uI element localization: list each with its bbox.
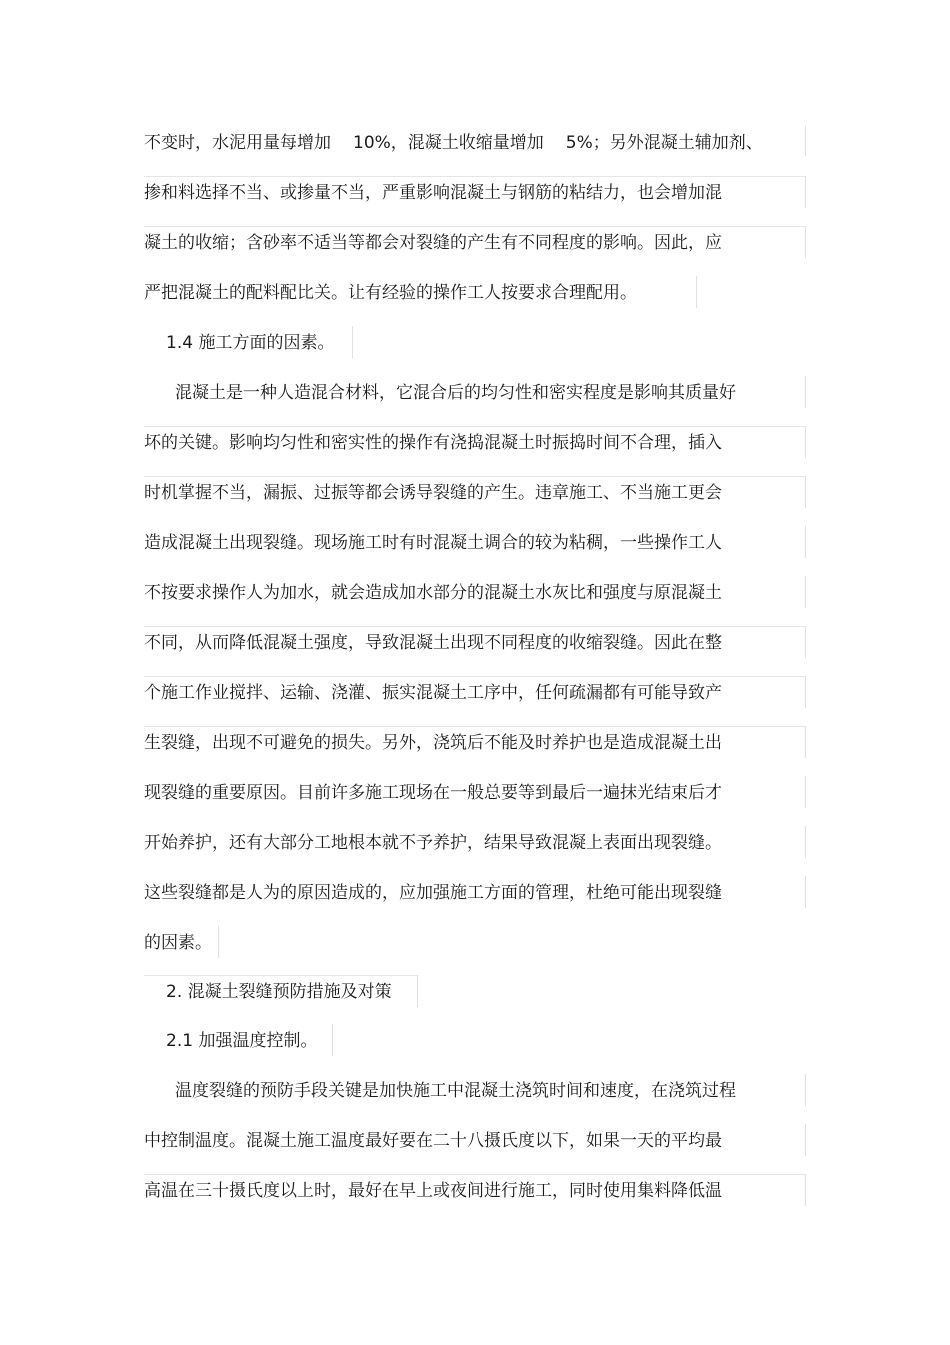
margin-rule — [805, 826, 806, 858]
paragraph-line: 不按要求操作人为加水，就会造成加水部分的混凝土水灰比和强度与原混凝土 — [144, 583, 722, 603]
margin-rule — [805, 176, 806, 208]
paragraph-line: 不同，从而降低混凝土强度，导致混凝土出现不同程度的收缩裂缝。因此在整 — [144, 633, 722, 653]
margin-rule — [805, 726, 806, 758]
percent-value: 5% — [565, 133, 593, 153]
paragraph-line: 高温在三十摄氏度以上时，最好在早上或夜间进行施工，同时使用集料降低温 — [144, 1181, 722, 1201]
margin-rule — [805, 126, 806, 156]
text-segment: ，混凝土收缩量增加 — [390, 133, 544, 153]
paragraph-line — [144, 128, 763, 158]
paragraph-line: 严把混凝土的配料配比关。让有经验的操作工人按要求合理配用。 — [144, 283, 637, 303]
paragraph-line: 坏的关键。影响均匀性和密实性的操作有浇捣混凝土时振捣时间不合理，插入 — [144, 433, 722, 453]
margin-rule — [805, 426, 806, 458]
margin-rule — [696, 276, 697, 308]
text-segment: ；另外混凝土辅加剂、 — [592, 133, 763, 153]
margin-rule — [805, 626, 806, 658]
margin-rule — [218, 926, 219, 958]
margin-rule — [805, 1074, 806, 1106]
line-rule — [144, 426, 806, 427]
margin-rule — [805, 526, 806, 558]
section-heading: 1.4 施工方面的因素。 — [166, 333, 335, 353]
margin-rule — [352, 326, 353, 358]
paragraph-line: 中控制温度。混凝土施工温度最好要在二十八摄氏度以下，如果一天的平均最 — [144, 1131, 722, 1151]
paragraph-line: 造成混凝土出现裂缝。现场施工时有时混凝土调合的较为粘稠，一些操作工人 — [144, 533, 722, 553]
margin-rule — [805, 476, 806, 508]
margin-rule — [805, 1124, 806, 1156]
paragraph-line: 凝土的收缩；含砂率不适当等都会对裂缝的产生有不同程度的影响。因此，应 — [144, 233, 722, 253]
line-rule — [144, 726, 806, 727]
margin-rule — [805, 676, 806, 708]
margin-rule — [805, 376, 806, 408]
margin-rule — [805, 876, 806, 908]
paragraph-line: 时机掌握不当，漏振、过振等都会诱导裂缝的产生。违章施工、不当施工更会 — [144, 483, 722, 503]
paragraph-line: 这些裂缝都是人为的原因造成的，应加强施工方面的管理，杜绝可能出现裂缝 — [144, 883, 722, 903]
subsection-heading: 2.1 加强温度控制。 — [166, 1031, 318, 1051]
paragraph-first-line: 温度裂缝的预防手段关键是加快施工中混凝土浇筑时间和速度，在浇筑过程 — [175, 1081, 736, 1101]
margin-rule — [805, 226, 806, 258]
paragraph-line: 现裂缝的重要原因。目前许多施工现场在一般总要等到最后一遍抹光结束后才 — [144, 783, 722, 803]
margin-rule — [805, 1174, 806, 1206]
section-heading: 2. 混凝土裂缝预防措施及对策 — [166, 982, 392, 1002]
paragraph-line: 生裂缝，出现不可避免的损失。另外，浇筑后不能及时养护也是造成混凝土出 — [144, 733, 722, 753]
line-rule — [144, 176, 806, 177]
line-rule — [144, 676, 806, 677]
paragraph-first-line: 混凝土是一种人造混合材料，它混合后的均匀性和密实程度是影响其质量好 — [175, 383, 736, 403]
margin-rule — [805, 776, 806, 808]
margin-rule — [417, 975, 418, 1007]
margin-rule — [332, 1024, 333, 1056]
line-rule — [144, 476, 806, 477]
paragraph-line: 掺和料选择不当、或掺量不当，严重影响混凝土与钢筋的粘结力，也会增加混 — [144, 183, 722, 203]
margin-rule — [805, 576, 806, 608]
percent-value: 10% — [353, 133, 391, 153]
text-segment: 不变时，水泥用量每增加 — [144, 133, 331, 153]
line-rule — [144, 626, 806, 627]
line-rule — [144, 226, 806, 227]
paragraph-line: 的因素。 — [144, 933, 212, 953]
paragraph-line: 开始养护，还有大部分工地根本就不予养护，结果导致混凝上表面出现裂缝。 — [144, 833, 722, 853]
line-rule — [144, 1174, 806, 1175]
line-rule — [144, 975, 418, 976]
paragraph-line: 个施工作业搅拌、运输、浇灌、振实混凝土工序中，任何疏漏都有可能导致产 — [144, 683, 722, 703]
